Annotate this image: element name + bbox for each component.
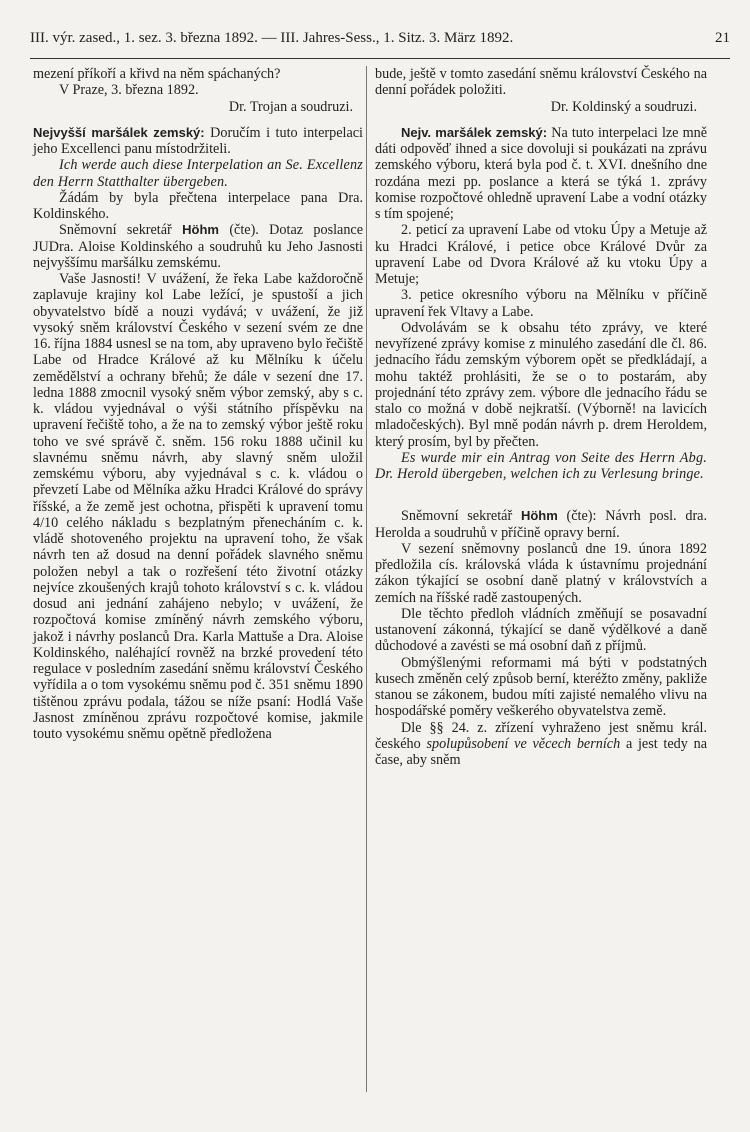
- header-title: III. výr. zased., 1. sez. 3. března 1892. — III. Jahres-Sess., 1. Sitz. 3. März 1892.: [30, 30, 514, 46]
- paragraph: [375, 720, 707, 769]
- paragraph: 2. peticí za upravení Labe od vtoku Úpy a Metuje až ku Hradci Králové, i petice obce Králové Dvůr za upravení Labe od Dvora Králové až ku vtoku Úpy a Metuje;: [375, 222, 707, 287]
- paragraph: Žádám by byla přečtena interpelace pana Dra. Koldinského.: [33, 189, 363, 222]
- left-column: [33, 66, 363, 742]
- column-separator: [366, 66, 367, 1092]
- paragraph: V sezení sněmovny poslanců dne 19. února 1892 předložila cís. královská vláda k ústavnímu projednání zákon týkající se osobní daně platný v královstvích a zemích na říšské radě zastoupených.: [375, 540, 707, 606]
- speech-text: (čte). Dotaz poslance JUDra. Aloise Koldinského a soudruhů ku Jeho Jasnosti nejvyššímu maršálku zemskému.: [33, 222, 364, 271]
- paragraph: [33, 125, 363, 158]
- paragraph: [375, 125, 707, 223]
- spacer: [33, 115, 363, 125]
- paragraph: [375, 508, 707, 541]
- paragraph: Odvolávám se k obsahu této zprávy, ve které nevyřízené zprávy komise z minulého zasedání dle čl. 86. jednacího řádu zemským výborem opět se předkládají, a mohu taktéž prohlásiti, že se o to postarám, aby projednání této zprávy zem. výbore dle jednacího řádu se stalo co možná v době nejkratší. (Výborně! na lavicích mladočeských). Byl mně podán návrh p. drem Heroldem, který prosím, byl by přečten.: [375, 319, 707, 450]
- paragraph: 3. petice okresního výboru na Mělníku v příčině upravení řek Vltavy a Labe.: [375, 287, 707, 320]
- right-column: [375, 66, 707, 768]
- paragraph: Obmýšlenými reformami má býti v podstatných kusech změněn celý způsob berní, kteréžto změny, pakliže stanou se zákonem, budou míti zajisté nemalého vlivu na hospodářské poměry veškerého obyvatelstva země.: [375, 654, 707, 720]
- text-run: Dle §§ 24. z. zřízení vyhraženo jest sněmu král. českého: [375, 719, 707, 752]
- text-run: a jest tedy na čase, aby sněm: [375, 735, 707, 768]
- paragraph: bude, ještě v tomto zasedání sněmu království Českého na denní pořádek položiti.: [375, 66, 707, 99]
- german-paragraph: Es wurde mir ein Antrag von Seite des Herrn Abg. Dr. Herold übergeben, welchen ich zu Verlesung bringe.: [375, 449, 707, 482]
- paragraph: mezení příkoří a křivd na něm spáchaných?: [33, 66, 281, 82]
- emphasis-text: spolupůsobení ve věcech berních: [426, 735, 621, 752]
- interpellation-text: Vaše Jasnosti! V uvážení, že řeka Labe každoročně zaplavuje krajiny kol Labe ležící, je spustoší a jich obyvatelstvo bídě a nouzi vydává; v uvážení, že již vysoký sněm království Českého v sezení svém ze dne 16. října 1884 usnesl se na tom, aby upraveno bylo řečiště Labe od Hradce Králové až ku Mělníku k účelu zemědělství a ochrany břehů; že dále v sezení dne 17. ledna 1888 zmocnil vysoký sněm výbor zemský, aby s c. k. vládou vyjednával o výši státního příspěvku na upravení řečiště toho, a že na to zemský výbor ještě roku toho ve své správě č. sněm. 156 roku 1888 učinil ku slavnému sněmu návrh, aby slavný sněm uložil zemskému výboru, aby vyjednával s c. k. vládou o převzetí Labe od Mělníka ažku Hradci Králové do správy říšské, a že země jest ochotna, přispěti k upravení tomu 4/10 celého nákladu s bezplatným přenecháním c. k. vládě shotoveného projektu na upravení toho, že však návrh ten až dosud na denní pořádek slavného sněmu položen nebyl a tak o rozřešení této životní otázky nejvíce zkoušených krajů tohoto království s c. k. vládou dosud ani jednání zahájeno nebylo; v uvážení, že rozpočtová komise zmíněný návrh zemského výboru, jakož i návrhy poslanců Dra. Karla Mattuše a Dra. Aloise Koldinského, naléhající rovněž na brzké provedení této regulace v posledním zasedání sněmu království Českého vyřídila a o tom vysokému sněmu pod č. 351 sněmu 1890 tištěnou zprávu podala, tážou se níže psaní: Hodlá Vaše Jasnost zmíněnou zprávu rozpočtové komise, jakmile touto vysokému sněmu opětně předložena: [33, 271, 363, 742]
- page-number: 21: [715, 30, 730, 46]
- speaker-name: Nejvyšší maršálek zemský:: [33, 124, 205, 140]
- signature: Dr. Trojan a soudruzi.: [228, 98, 353, 115]
- paragraph: Dle těchto předloh vládních změňují se posavadní ustanovení zákonná, týkající se daně výdělkové a daně důchodové a zavésti se má osobní daň z příjmů.: [375, 605, 707, 655]
- signature: Dr. Koldinský a soudruzi.: [550, 98, 697, 115]
- role-label: Sněmovní sekretář: [59, 222, 172, 239]
- speech-text: Doručím i tuto interpelaci jeho Excellenci panu místodržiteli.: [33, 124, 363, 157]
- place-date: V Praze, 3. března 1892.: [59, 82, 199, 99]
- speech-text: (čte): Návrh posl. dra. Herolda a soudruhů v příčině opravy berní.: [375, 508, 708, 541]
- role-label: Sněmovní sekretář: [401, 508, 513, 525]
- german-paragraph: Ich werde auch diese Interpelation an Se. Excellenz den Herrn Statthalter übergeben.: [33, 157, 363, 190]
- speaker-name: Höhm: [182, 222, 219, 238]
- paragraph: [33, 222, 363, 271]
- header-rule: [30, 58, 730, 59]
- page-header: [30, 30, 730, 47]
- speaker-name: Höhm: [520, 508, 558, 524]
- spacer: [375, 115, 707, 125]
- spacer: [375, 482, 707, 508]
- speech-text: Na tuto interpelaci lze mně dáti odpověď ihned a sice dovoluji si poukázati na zprávu zemského výboru, která byla pod č. t. XVI. dnešního dne rozdána mezi pp. poslance a která se týká 1. zprávy komise rozpočtové ohledně upravení Labe a vodní otázky s tím spojené;: [375, 124, 707, 222]
- speaker-name: Nejv. maršálek zemský:: [401, 124, 548, 140]
